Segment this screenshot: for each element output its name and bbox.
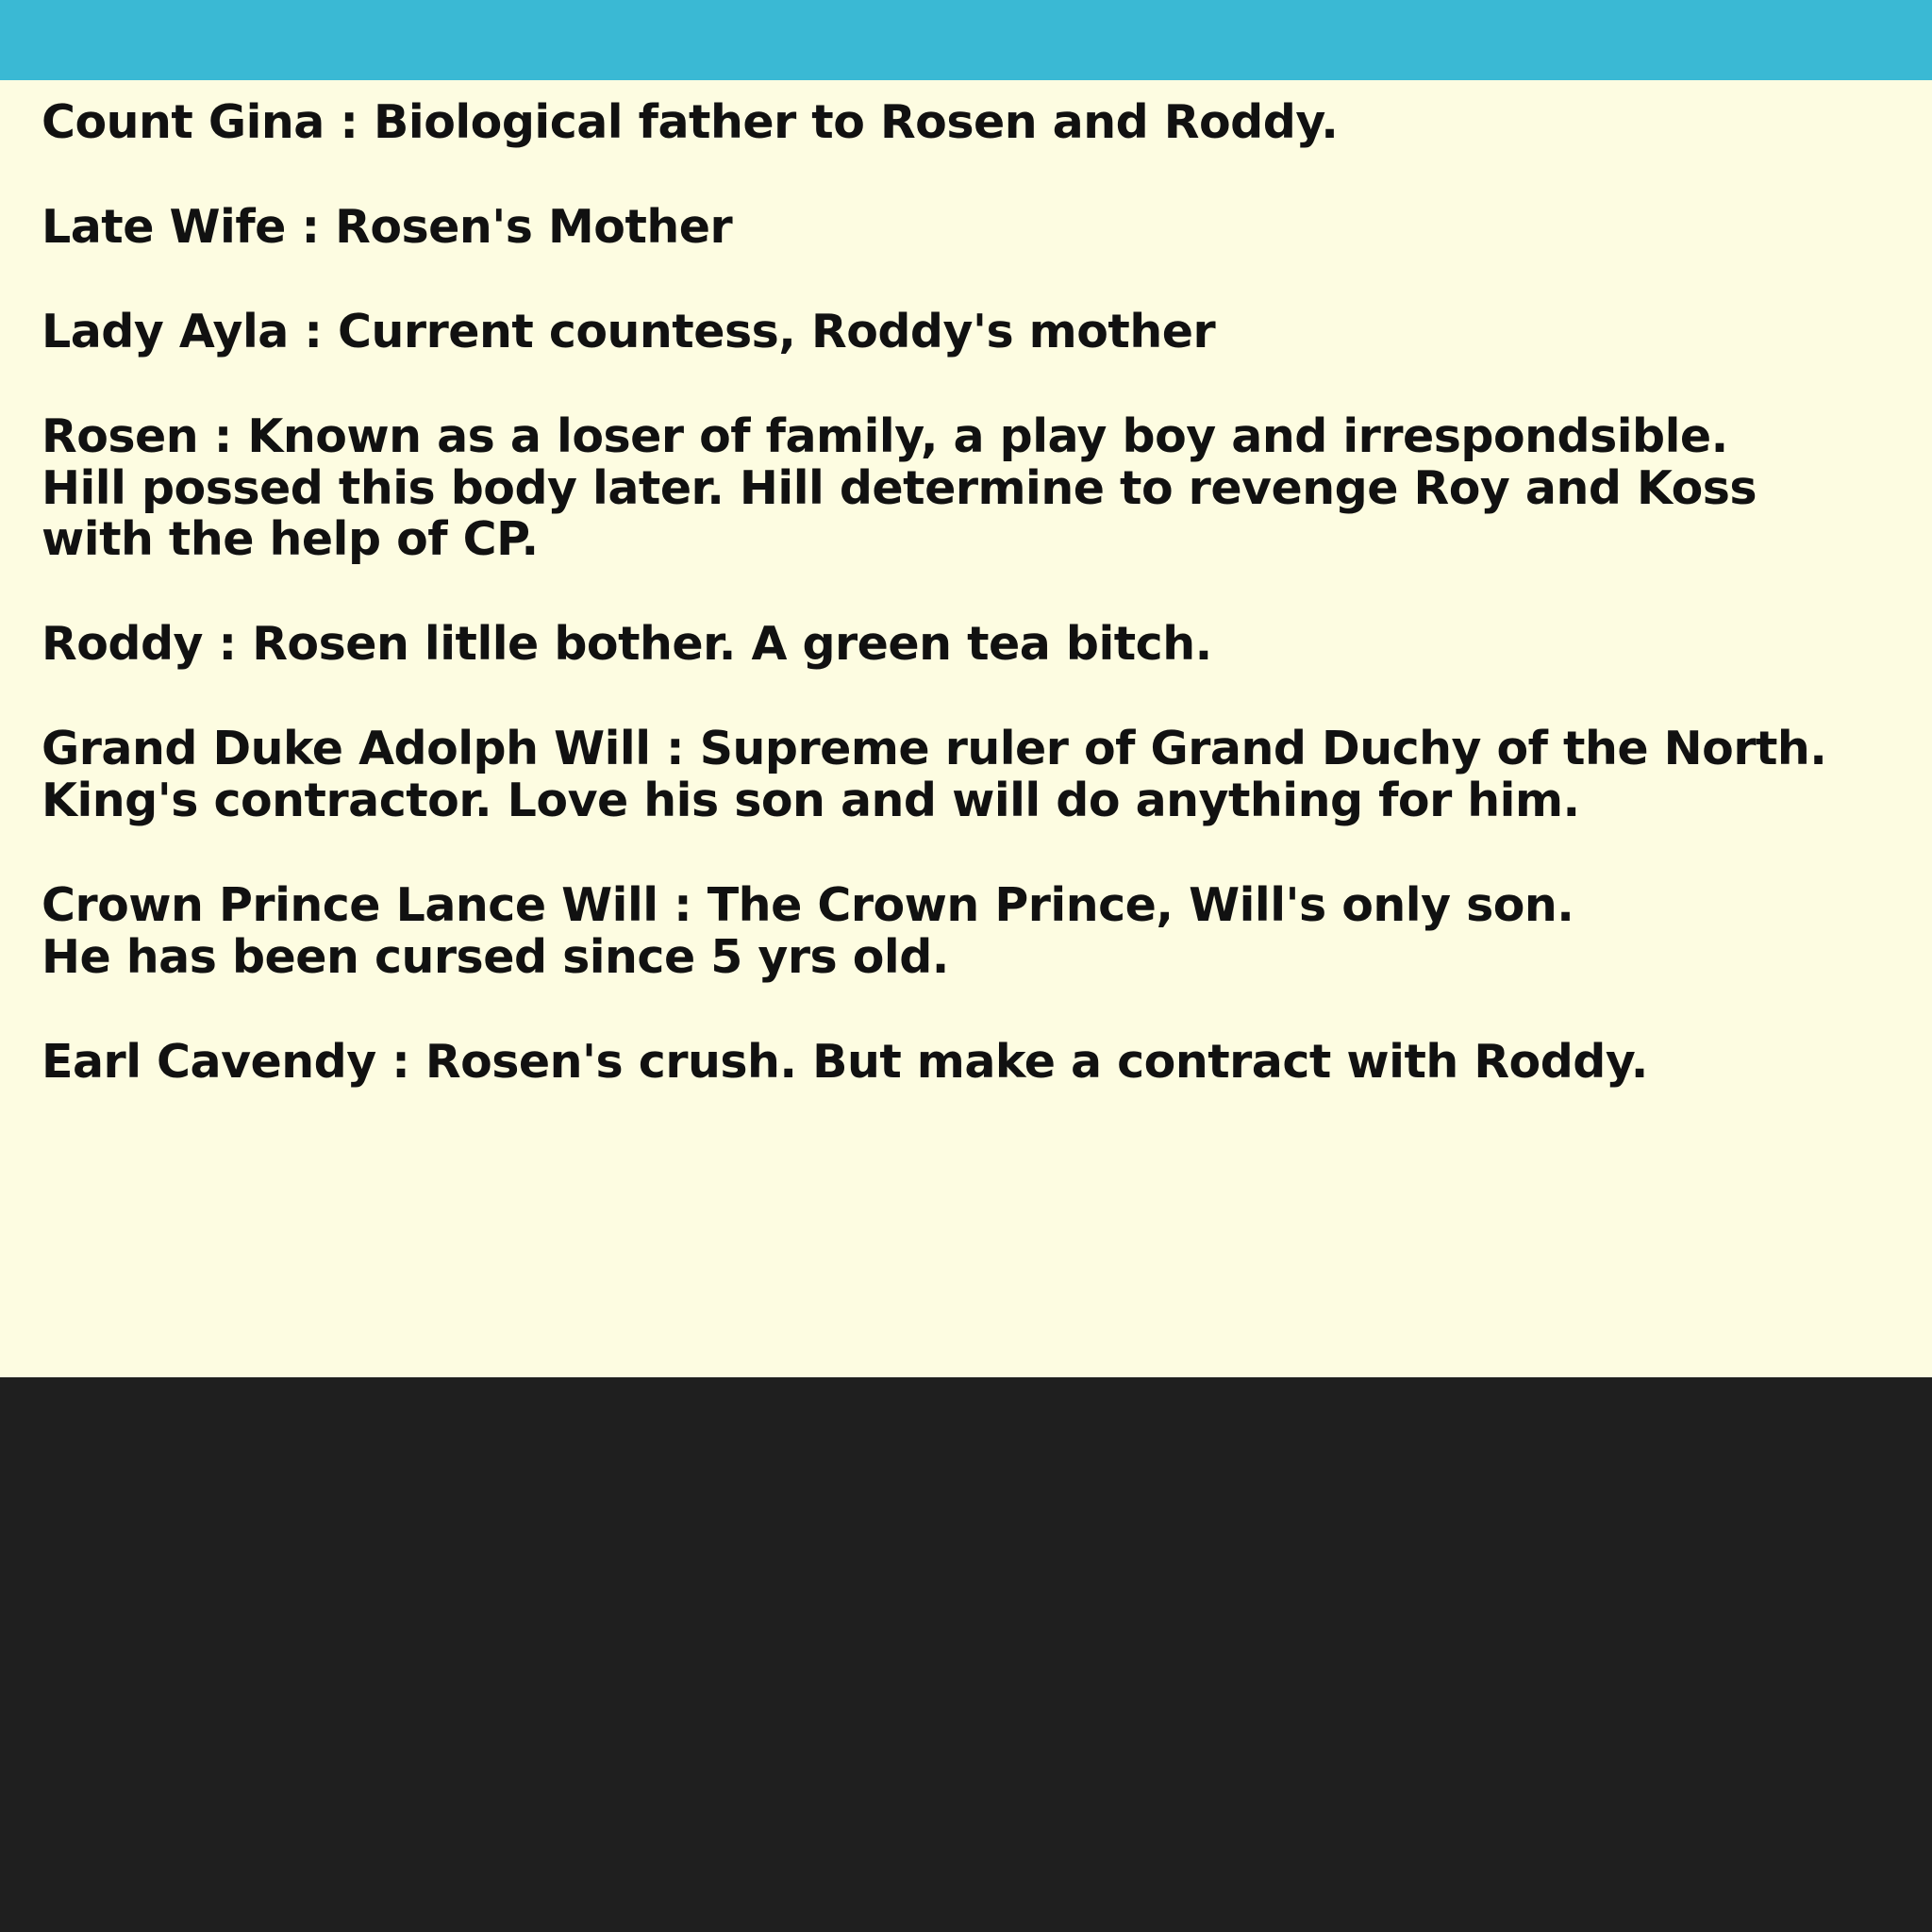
entry-line: with the help of CP. [42,512,539,567]
entry-line: Lady Ayla : Current countess, Roddy's mother [42,304,1216,358]
entry-line: Late Wife : Rosen's Mother [42,199,733,254]
entry-line: Roddy : Rosen litlle bother. A green tea bitch. [42,617,1212,672]
top-color-band [0,0,1932,80]
entry-line: Grand Duke Adolph Will : Supreme ruler of Grand Duchy of the North. [42,722,1827,776]
character-notes-panel [0,80,1932,1377]
entry-line: Crown Prince Lance Will : The Crown Prince, Will's only son. [42,877,1574,932]
character-entry-crown-prince-lance-will [42,877,1894,984]
entry-line: Rosen : Known as a loser of family, a play boy and irrespondsible. [42,408,1728,463]
character-entry-grand-duke-adolph-will [42,724,1894,827]
character-entry-lady-ayla [42,304,1894,358]
character-entry-roddy [42,619,1894,671]
character-entry-late-wife [42,199,1894,254]
character-entry-rosen [42,408,1894,567]
entry-line: He has been cursed since 5 yrs old. [42,929,949,984]
entry-line: Hill possed this body later. Hill determine to revenge Roy and Koss [42,460,1757,515]
character-entry-count-gina [42,97,1894,149]
entry-line: Earl Cavendy : Rosen's crush. But make a contract with Roddy. [42,1034,1648,1089]
entry-line: King's contractor. Love his son and will do anything for him. [42,774,1580,827]
character-entry-earl-cavendy [42,1034,1894,1089]
entry-line: Count Gina : Biological father to Rosen and Roddy. [42,95,1339,149]
bottom-dark-band [0,1377,1932,1932]
